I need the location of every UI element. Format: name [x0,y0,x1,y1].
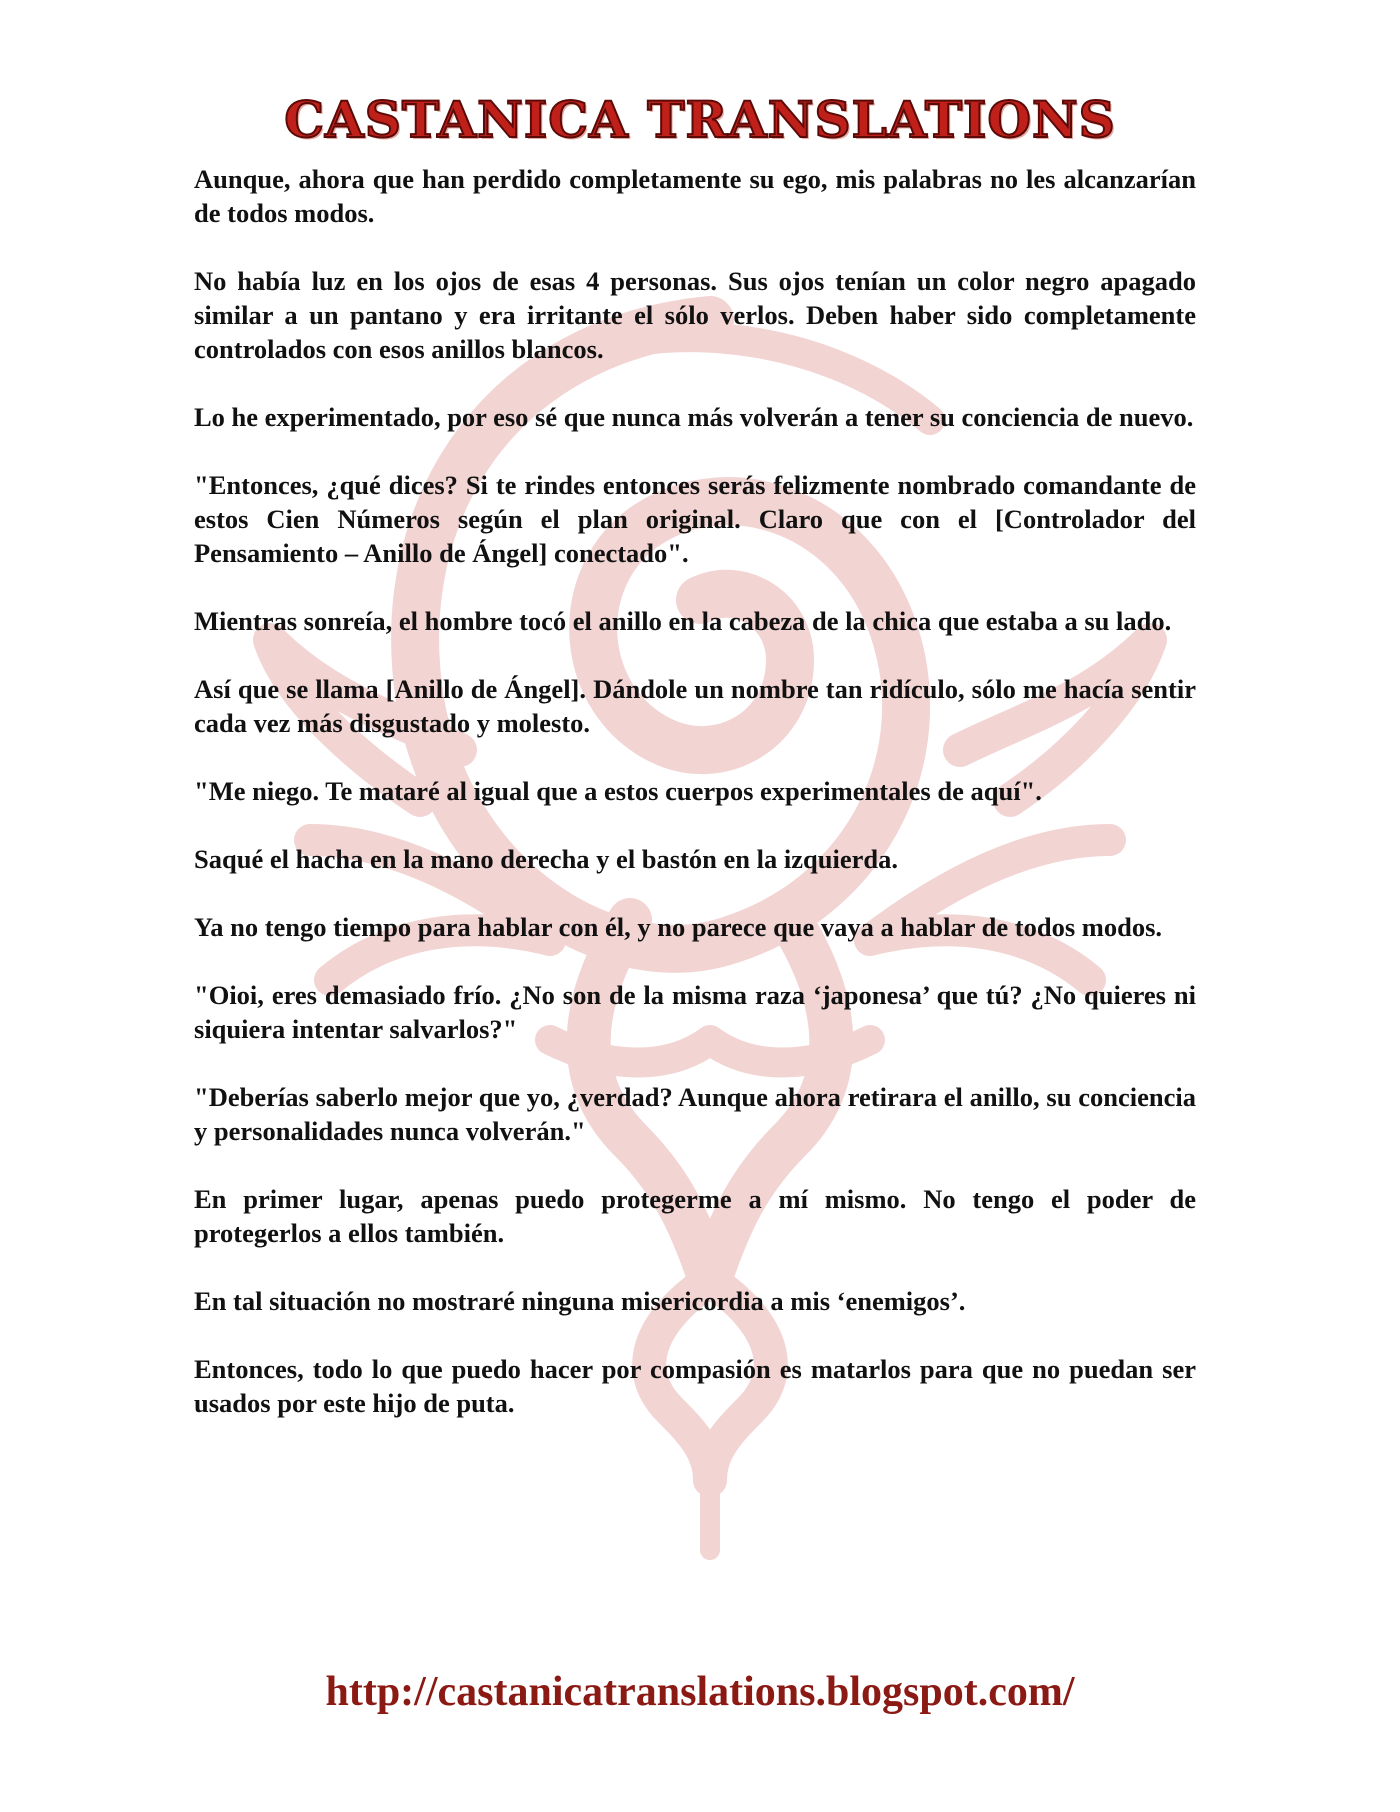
blog-url-link[interactable]: http://castanicatranslations.blogspot.com/ [325,1669,1075,1715]
paragraph-7: "Me niego. Te mataré al igual que a estos cuerpos experimentales de aquí". [194,776,1042,806]
paragraph-14: Entonces, todo lo que puedo hacer por compasión es matarlos para que no puedan ser usados por este hijo de puta. [194,1354,1196,1418]
paragraph-1: Aunque, ahora que han perdido completamente su ego, mis palabras no les alcanzarían de todos modos. [194,164,1196,228]
header [0,90,1400,149]
paragraph-9: Ya no tengo tiempo para hablar con él, y no parece que vaya a hablar de todos modos. [194,912,1163,942]
paragraph-13: En tal situación no mostraré ninguna misericordia a mis ‘enemigos’. [194,1286,966,1316]
footer [0,1668,1400,1716]
paragraph-11: "Deberías saberlo mejor que yo, ¿verdad? Aunque ahora retirara el anillo, su conciencia y personalidades nunca volverán." [194,1082,1196,1146]
paragraph-5: Mientras sonreía, el hombre tocó el anillo en la cabeza de la chica que estaba a su lado. [194,606,1172,636]
document-body [194,162,1196,1454]
site-title: CASTANICA TRANSLATIONS [284,90,1116,149]
paragraph-6: Así que se llama [Anillo de Ángel]. Dándole un nombre tan ridículo, sólo me hacía sentir cada vez más disgustado y molesto. [194,674,1196,738]
paragraph-12: En primer lugar, apenas puedo protegerme a mí mismo. No tengo el poder de protegerlos a ellos también. [194,1184,1196,1248]
paragraph-3: Lo he experimentado, por eso sé que nunca más volverán a tener su conciencia de nuevo. [194,402,1194,432]
paragraph-8: Saqué el hacha en la mano derecha y el bastón en la izquierda. [194,844,899,874]
paragraph-10: "Oioi, eres demasiado frío. ¿No son de la misma raza ‘japonesa’ que tú? ¿No quieres ni siquiera intentar salvarlos?" [194,980,1196,1044]
paragraph-4: "Entonces, ¿qué dices? Si te rindes entonces serás felizmente nombrado comandante de estos Cien Números según el plan original. Claro que con el [Controlador del Pensamiento – Anillo de Ángel] conectado". [194,470,1196,568]
paragraph-2: No había luz en los ojos de esas 4 personas. Sus ojos tenían un color negro apagado similar a un pantano y era irritante el sólo verlos. Deben haber sido completamente controlados con esos anillos blancos. [194,266,1196,364]
